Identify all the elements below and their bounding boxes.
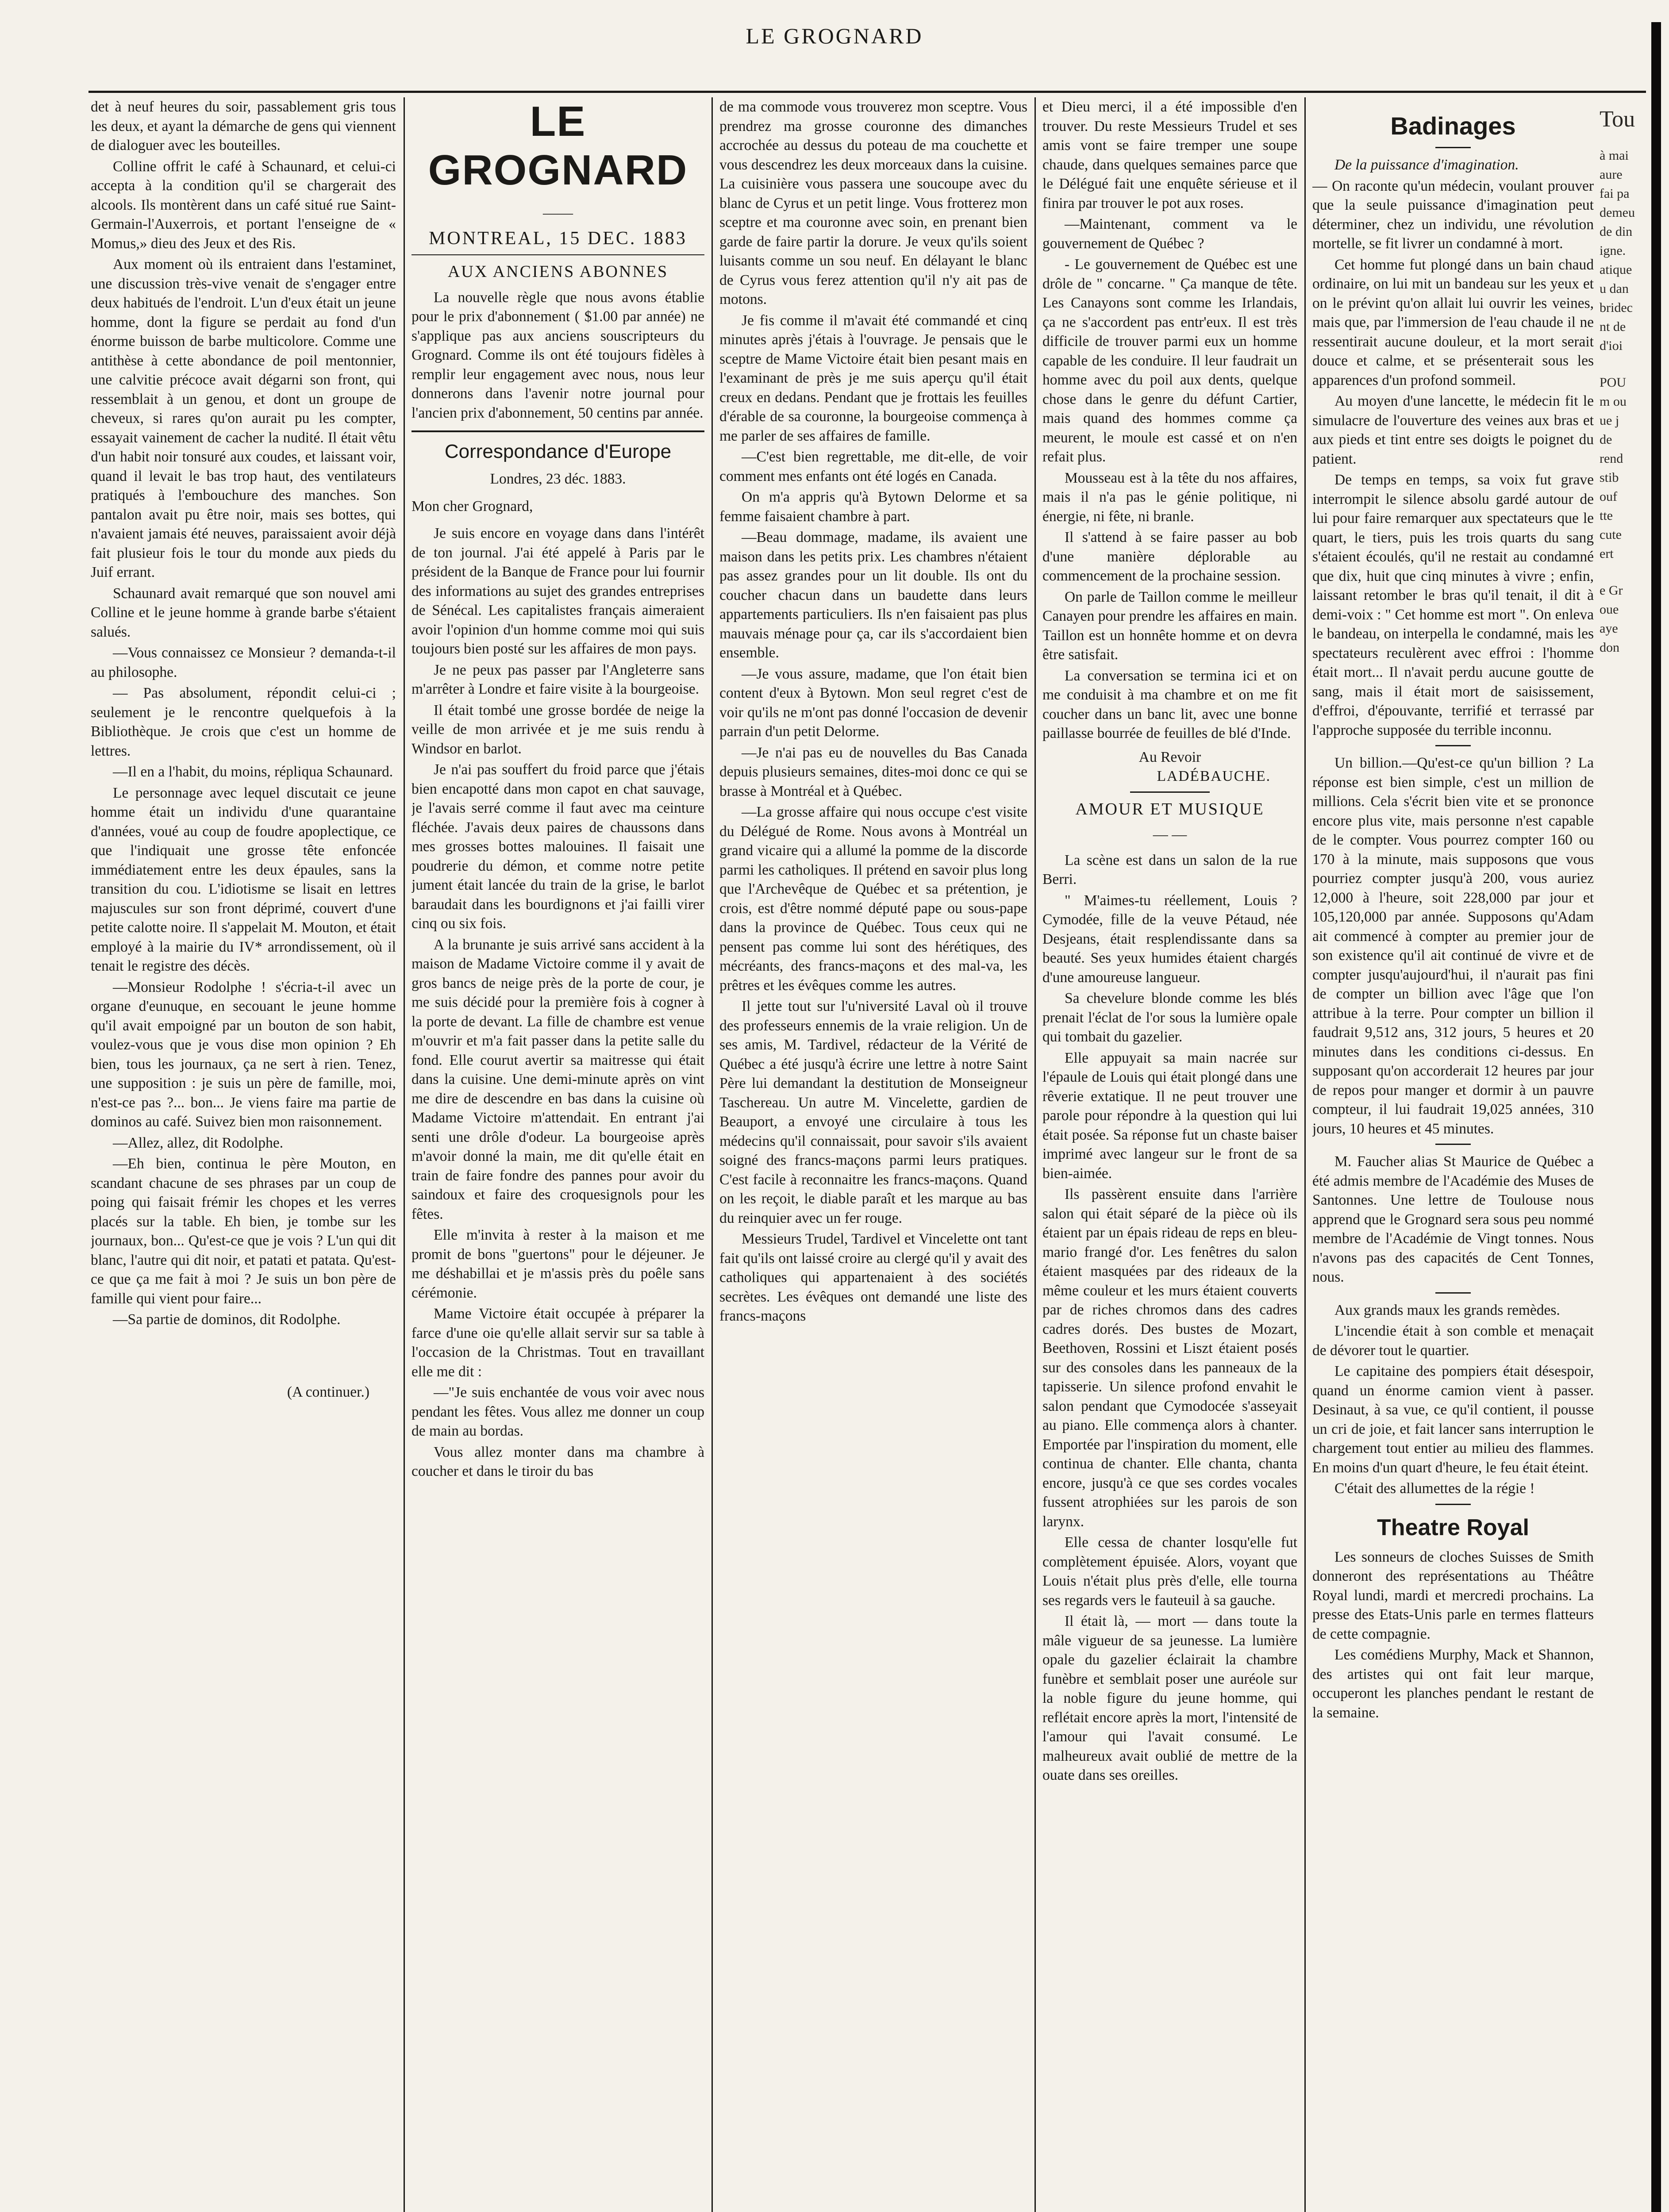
adjacent-page-title: Tou	[1600, 107, 1635, 132]
dateline: MONTREAL, 15 DEC. 1883	[429, 228, 687, 249]
paragraph: Il était là, — mort — dans toute la mâle vigueur de sa jeunesse. La lumière opale du gazelier éclairait la chambre funèbre et semblait poser une auréole sur la noble figure du jeune homme, qui reflétait encore après la mort, l'intensité de l'amour qui l'avait consumé. Le malheureux avait oublié de mettre de la ouate dans ses oreilles.	[1042, 1613, 1297, 1783]
paragraph: Schaunard avait remarqué que son nouvel ami Colline et le jeune homme à grande barbe s'étaient salués.	[91, 585, 396, 640]
signature: LADÉBAUCHE.	[1157, 768, 1271, 784]
paragraph: La conversation se termina ici et on me conduisit à ma chambre et on me fit coucher dans un banc lit, avec une bonne paillasse bourrée de feuilles de blé d'Inde.	[1042, 667, 1297, 741]
adjacent-line: tte	[1600, 508, 1613, 523]
paragraph: —Maintenant, comment va le gouvernement de Québec ?	[1042, 216, 1297, 252]
paragraph: Le capitaine des pompiers était désespoir, quand un énorme camion vient à passer. Desinaut, à sa vue, ce qu'il contient, il pousse un cri de joie, et fait lancer sans interruption le chargement tout entier au milieu des flammes. En moins d'un quart d'heure, le feu était éteint.	[1312, 1363, 1594, 1476]
paragraph: de ma commode vous trouverez mon sceptre. Vous prendrez ma grosse couronne des dimanches accrochée au dessus du poteau de ma couchette et vous descendrez les deux morceaux dans la cuisine. La cuisinière vous passera une soucoupe avec du blanc de Cyrus et un petit linge. Vous frotterez mon sceptre et ma couronne avec soin, en prenant bien garde de faire partir la dorure. Je veux qu'ils soient luisants comme un sou neuf. En délayant le blanc de Cyrus vous ferez attention qu'il n'y ait pas de motons.	[719, 99, 1027, 307]
paragraph: Vous allez monter dans ma chambre à coucher et dans le tiroir du bas	[411, 1444, 704, 1479]
paragraph: Ils passèrent ensuite dans l'arrière salon qui était séparé de la pièce où ils étaient par un épais rideau de reps en bleu-mario frangé d'or. Les fenêtres du salon étaient masquées par des rideaux de la même couleur et les murs étaient couverts par de riches chromos dans des cadres cadres dorés. Des bustes de Mozart, Beethoven, Rossini et Liszt étaient posés sur des consoles dans les panneaux de la tapisserie. Un silence profond envahit le salon pendant que Cymodocée s'asseyait au piano. Elle commença alors à chanter. Emportée par l'inspiration du moment, elle continua de chanter. Elle chanta, chanta encore, jusqu'à ce que ses cordes vocales fussent atrophiées sur les parois de son larynx.	[1042, 1186, 1297, 1530]
divider	[1435, 1292, 1471, 1294]
paragraph: Elle cessa de chanter losqu'elle fut complètement épuisée. Alors, voyant que Louis n'était plus près d'elle, elle tourna ses regards vers le fauteuil à sa gauche.	[1042, 1534, 1297, 1609]
adjacent-line: fai pa	[1600, 186, 1630, 201]
paragraph: Je suis encore en voyage dans dans l'intérêt de ton journal. J'ai été appelé à Paris par le président de la Banque de France pour lui fournir des informations au sujet des grandes entreprises de Sénécal. Les capitalistes français aimeraient avoir l'opinion d'un homme comme moi qui suis toujours bien posté sur les affaires de mon pays.	[411, 525, 704, 657]
column-rule-4	[1304, 97, 1306, 2212]
signoff: Au Revoir	[1138, 749, 1201, 765]
adjacent-line: don	[1600, 640, 1619, 655]
subhead: De la puissance d'imagination.	[1334, 157, 1519, 173]
section-heading: Correspondance d'Europe	[444, 441, 672, 462]
paragraph: Aux grands maux les grands remèdes.	[1334, 1302, 1560, 1318]
paragraph: On parle de Taillon comme le meilleur Canayen pour prendre les affaires en main. Taillon est un honnête homme et on devra être satisfait.	[1042, 588, 1297, 663]
adjacent-line: oue	[1600, 602, 1619, 617]
paragraph: —C'est bien regrettable, me dit-elle, de voir comment mes enfants ont été logés en Canada.	[719, 449, 1027, 484]
adjacent-line: rend	[1600, 451, 1623, 466]
adjacent-line: e Gr	[1600, 583, 1623, 598]
paragraph: —Je vous assure, madame, que l'on était bien content d'eux à Bytown. Mon seul regret c'est de voir qu'ils ne m'ont pas donné l'occasion de devenir parrain d'un petit Delorme.	[719, 665, 1027, 740]
adjacent-line: m ou	[1600, 394, 1627, 409]
column-3	[719, 97, 1027, 2212]
salutation: Mon cher Grognard,	[411, 498, 533, 515]
section-heading: AUX ANCIENS ABONNES	[447, 262, 669, 281]
paragraph: Je ne peux pas passer par l'Angleterre sans m'arrêter à Londre et faire visite à la bourgeoise.	[411, 661, 704, 697]
adjacent-line: POU	[1600, 375, 1627, 390]
adjacent-line: d'ioi	[1600, 338, 1623, 353]
page-binding-edge	[1651, 22, 1661, 2212]
adjacent-line: atique	[1600, 262, 1632, 277]
adjacent-line: stib	[1600, 470, 1619, 485]
column-rule-3	[1034, 97, 1036, 2212]
paragraph: —Vous connaissez ce Monsieur ? demanda-t-il au philosophe.	[91, 645, 396, 680]
paragraph: L'incendie était à son comble et menaçait de dévorer tout le quartier.	[1312, 1323, 1594, 1359]
running-head: LE GROGNARD	[746, 23, 923, 48]
paragraph: Je fis comme il m'avait été commandé et cinq minutes après j'étais à l'ouvrage. Je pensais que le sceptre de Mame Victoire était bien pesant mais en l'examinant de près je me suis aperçu qu'il était creux en dedans. Pendant que je frottais les feuilles d'érable de sa couronne, la bourgeoise commença à me parler de ses affaires de famille.	[719, 312, 1027, 444]
section-heading: Badinages	[1390, 112, 1516, 140]
masthead-dash: ——	[543, 205, 573, 221]
paragraph: — On raconte qu'un médecin, voulant prouver que la seule puissance d'imagination peut déterminer, chez un individu, une révolution mortelle, se fit livrer un condamné à mort.	[1312, 177, 1594, 252]
adjacent-line: aure	[1600, 167, 1623, 182]
paragraph: Les comédiens Murphy, Mack et Shannon, des artistes qui ont fait leur marque, occuperont les planches pendant le restant de la semaine.	[1312, 1647, 1594, 1721]
paragraph: Le personnage avec lequel discutait ce jeune homme était un individu d'une quarantaine d'années, voué au coup de foudre apoplectique, ce que l'indiquait une grosse tête enfoncée immédiatement entre les deux épaules, sans la transition du cou. L'idiotisme se lisait en lettres majuscules sur son front déprimé, couvert d'une petite calotte noire. Il s'appelait M. Mouton, et était employé à la mairie du IV* arrondissement, où il tenait le registre des décès.	[91, 784, 396, 974]
divider	[411, 430, 704, 432]
adjacent-line: u dan	[1600, 281, 1629, 296]
paragraph: Colline offrit le café à Schaunard, et celui-ci accepta à la condition qu'il se chargerait des alcools. Ils montèrent dans un café situé rue Saint-Germain-l'Auxerrois, et portant l'enseigne de « Momus,» dieu des Jeux et des Ris.	[91, 158, 396, 252]
divider	[1435, 745, 1471, 746]
divider	[411, 254, 704, 255]
paragraph: —Je n'ai pas eu de nouvelles du Bas Canada depuis plusieurs semaines, dites-moi donc ce qui se brasse à Montréal et à Québec.	[719, 744, 1027, 799]
paragraph: Sa chevelure blonde comme les blés prenait l'éclat de l'or sous la lumière opale qui tombait du gazelier.	[1042, 990, 1297, 1045]
continued-note: (A continuer.)	[287, 1383, 369, 1400]
column-rule-1	[404, 97, 405, 2212]
divider	[1435, 147, 1471, 148]
adjacent-line: igne.	[1600, 243, 1626, 258]
adjacent-line: ert	[1600, 546, 1614, 561]
paragraph: Je n'ai pas souffert du froid parce que j'étais bien encapotté dans mon capot en chat sauvage, je l'avais serré comme il faut avec ma ceinture fléchée. J'avais deux paires de chaussons dans mes grosses bottes malouines. Il faisait une poudrerie du démon, et comme notre petite jument était lancée du train de la grise, le barlot baraudait dans les bourdignons et j'ai failli virer cinq ou six fois.	[411, 761, 704, 932]
paragraph: —"Je suis enchantée de vous voir avec nous pendant les fêtes. Vous allez me donner un coup de main au bordas.	[411, 1384, 704, 1439]
letter-date: Londres, 23 déc. 1883.	[490, 471, 626, 487]
header-rule	[88, 91, 1646, 93]
adjacent-line: de din	[1600, 224, 1633, 239]
paragraph: Cet homme fut plongé dans un bain chaud ordinaire, on lui mit un bandeau sur les yeux et on le prévint qu'on allait lui ouvrir les veines, mais que, par l'immersion de l'eau chaude il ne ressentirait aucune douleur, et la mort serait douce et calme, et se présenterait sous les apparences d'un profond sommeil.	[1312, 256, 1594, 388]
adjacent-line: ouf	[1600, 489, 1617, 504]
adjacent-line: à mai	[1600, 148, 1629, 163]
section-heading: Theatre Royal	[1377, 1514, 1529, 1540]
section-heading: AMOUR ET MUSIQUE	[1075, 799, 1265, 818]
paragraph: Il s'attend à se faire passer au bob d'une manière déplorable au commencement de la prochaine session.	[1042, 529, 1297, 584]
paragraph: De temps en temps, sa voix fut grave interrompit le silence absolu gardé autour de lui pour faire remarquer aux spectateurs que le quart, le tiers, puis les trois quarts du sang s'étaient écoulés, qu'il ne restait au condamné que dix, huit que cinq minutes à vivre ; enfin, laissant retomber le bras qu'il tenait, il dit à demi-voix : " Cet homme est mort ". On enleva le bandeau, on interpella le condamné, mais les spectateurs reculèrent avec effroi : l'homme était mort... Il n'avait perdu aucune goutte de sang, mais il était mort de saisissement, d'effroi, d'épouvante, terrifié et terrassé par l'approche supposée du terrible inconnu.	[1312, 472, 1594, 738]
adjacent-line: cute	[1600, 527, 1622, 542]
paragraph: —Beau dommage, madame, ils avaient une maison dans les petits prix. Les chambres n'étaient pas assez grandes pour un lit double. Ils ont du coucher chacun dans un baudette dans leurs appartements particuliers. Ils n'en faisaient pas plus mauvais ménage pour ça, car ils s'accordaient bien ensemble.	[719, 529, 1027, 661]
paragraph: " M'aimes-tu réellement, Louis ? Cymodée, fille de la veuve Pétaud, née Desjeans, était resplendissante dans sa beauté. Ses yeux humides étaient chargés d'une amoureuse langueur.	[1042, 892, 1297, 986]
paragraph: Au moyen d'une lancette, le médecin fit le simulacre de l'ouverture des veines aux bras et aux pieds et tint entre ses doigts le poignet du patient.	[1312, 393, 1594, 467]
paragraph: — Pas absolument, répondit celui-ci ; seulement je le rencontre quelquefois à la Bibliothèque. Je crois que c'est un homme de lettres.	[91, 685, 396, 759]
paragraph: M. Faucher alias St Maurice de Québec a été admis membre de l'Académie des Muses de Santonnes. Une lettre de Toulouse nous apprend que le Grognard sera sous peu nommé membre de l'Académie de Vingt tonnes. Nous n'avons pas des capacités de Cent Tonnes, nous.	[1312, 1153, 1594, 1285]
adjacent-line: demeu	[1600, 205, 1635, 220]
adjacent-line: de	[1600, 432, 1612, 447]
paragraph: —Monsieur Rodolphe ! s'écria-t-il avec un organe d'eunuque, en secouant le jeune homme qu'il avait empoigné par un bouton de son habit, voulez-vous que je vous dise mon opinion ? Eh bien, tous les journaux, ça ne sert à rien. Tenez, une supposition : je suis un père de famille, moi, n'est-ce pas ?... bon... Je viens faire ma partie de dominos au café. Suivez bien mon raisonnement.	[91, 979, 396, 1130]
column-5	[1312, 97, 1594, 2212]
paragraph: —Eh bien, continua le père Mouton, en scandant chacune de ses phrases par un coup de poing qui faisait frémir les chopes et les verres placés sur la table. Eh bien, je tombe sur les journaux, bon... Qu'est-ce que je vois ? L'un qui dit blanc, l'autre qui dit noir, et patati et patata. Qu'est-ce que ça me fait à moi ? Je suis un bon père de famille qui vient pour faire...	[91, 1156, 396, 1307]
column-2	[411, 97, 704, 2212]
paragraph: Aux moment où ils entraient dans l'estaminet, une discussion très-vive venait de s'engager entre deux habitués de l'endroit. L'un d'eux était un jeune homme, dont la figure se perdait au fond d'un énorme buisson de barbe multicolore. Comme une antithèse à cette abondance de poil mentonnier, une calvitie précoce avait dégarni son front, qui ressemblait à un genou, et dont un groupe de cheveux, si rares qu'on aurait pu les compter, essayait vainement de cacher la nudité. Il était vêtu d'un habit noir tonsuré aux coudes, et laissant voir, quand il levait le bas trop haut, des ventilateurs pratiqués à l'embouchure des manches. Son pantalon avait pu être noir, mais ses bottes, qui n'avaient jamais été neuves, paraissaient avoir déjà fait plusieur fois le tour du monde aux pieds du Juif errant.	[91, 256, 396, 580]
paragraph: —Il en a l'habit, du moins, répliqua Schaunard.	[113, 764, 393, 780]
paragraph: Il jette tout sur l'u'niversité Laval où il trouve des professeurs ennemis de la vraie religion. Un de ses amis, M. Tardivel, rédacteur de la Vérité de Québec a été jusqu'à écrire une lettre à notre Saint Père lui demandant la destitution de Monseigneur Taschereau. Un autre M. Vincelette, gardien de Beauport, a envoyé une circulaire à tous les médecins qu'il connaissait, pour savoir s'ils avaient soigné des francs-maçons parmi leurs pratiques. C'est facile à reconnaitre les francs-maçons. Quand on les reçoit, le diable paraît et les marque au bas du reinquier avec un fer rouge.	[719, 998, 1027, 1226]
adjacent-line: ue j	[1600, 413, 1619, 428]
column-4	[1042, 97, 1297, 2212]
paragraph: Un billion.—Qu'est-ce qu'un billion ? La réponse est bien simple, c'est un million de millions. Cela s'écrit bien vite et se prononce encore plus vite, mais personne n'est capable de le compter. Vous pourrez compter 160 ou 170 à la minute, mais supposons que vous pourriez compter jusqu'à 200, vous auriez 12,000 à l'heure, soit 228,000 par jour et 105,120,000 par année. Supposons qu'Adam ait commencé à compter au premier jour de son existence qu'il ait continué de vivre et de compter jusqu'aujourd'hui, il n'aurait pas fini de compter un billion avec l'âge que l'on attribue à la terre. Pour compter un billion il faudrait 9,512 ans, 312 jours, 5 heures et 20 minutes dans les conditions ci-dessus. En supposant qu'on accorderait 12 heures par jour de repos pour manger et dormir à un pauvre compteur, il lui faudrait 19,025 années, 310 jours, 10 heures et 45 minutes.	[1312, 755, 1594, 1137]
heading-dash: — —	[1153, 826, 1187, 843]
adjacent-line: bridec	[1600, 300, 1633, 315]
paragraph: et Dieu merci, il a été impossible d'en trouver. Du reste Messieurs Trudel et ses amis vont se faire tremper une soupe chaude, dans quelques semaines parce que le Délégué fait une enquête sérieuse et il finira par trouver le pot aux roses.	[1042, 99, 1297, 211]
paragraph: Il était tombé une grosse bordée de neige la veille de mon arrivée et je me suis rendu à Windsor en barlot.	[411, 702, 704, 757]
divider	[1435, 1144, 1471, 1145]
paragraph: A la brunante je suis arrivé sans accident à la maison de Madame Victoire comme il y avait de gros bancs de neige près de la porte de cour, je me suis décidé pour la première fois à cogner à la porte de devant. La fille de chambre est venue m'ouvrir et m'a fait passer dans la petite salle du fond. Elle courut avertir sa maitresse qui était dans la cuisine. Une demi-minute après on vint me dire de descendre en bas dans la cuisine où Madame Victoire m'attendait. En entrant j'ai senti une drôle d'odeur. La bourgeoise après m'avoir donné la main, me dit qu'elle était en train de faire fondre des pannes pour avoir du saindoux et faire des croquesignols pour les fêtes.	[411, 936, 704, 1222]
paragraph: Mame Victoire était occupée à préparer la farce d'une oie qu'elle allait servir sur sa table à l'occasion de la Christmas. Tout en travaillant elle me dit :	[411, 1306, 704, 1380]
divider	[1435, 1504, 1471, 1505]
paragraph: Les sonneurs de cloches Suisses de Smith donneront des représentations au Théâtre Royal lundi, mardi et mercredi prochains. La presse des Etats-Unis parle en termes flatteurs de cette compagnie.	[1312, 1548, 1594, 1642]
paragraph: Elle appuyait sa main nacrée sur l'épaule de Louis qui était plongé dans une rêverie extatique. Il ne peut trouver une parole pour répondre à la question qui lui était posée. Sa réponse fut un chaste baiser imprimé avec langeur sur le front de sa bien-aimée.	[1042, 1049, 1297, 1182]
paragraph: La nouvelle règle que nous avons établie pour le prix d'abonnement ( $1.00 par année) ne s'applique pas aux anciens souscripteurs du Grognard. Comme ils ont été toujours fidèles à remplir leur engagement avec nous, nous leur donnerons dans l'avenir notre journal pour l'ancien prix d'abonnement, 50 centins par année.	[411, 289, 704, 421]
paragraph: C'était des allumettes de la régie !	[1334, 1480, 1535, 1497]
paragraph: - Le gouvernement de Québec est une drôle de " concarne. " Ça manque de tête. Les Canayons sont comme les Irlandais, ça ne s'accordent pas entr'eux. Il est très difficile de trouver parmi eux un homme capable de les conduire. Il leur faudrait un homme avec du poil aux dents, quelque chose dans le genre du défunt Cartier, mais quand des hommes comme ça meurent, le moule est cassé et on n'en refait plus.	[1042, 256, 1297, 465]
adjacent-page-edge	[1600, 97, 1648, 2212]
masthead-title: LE GROGNARD	[428, 98, 688, 194]
paragraph: La scène est dans un salon de la rue Berri.	[1042, 852, 1297, 887]
column-rule-2	[711, 97, 713, 2212]
paragraph: Elle m'invita à rester à la maison et me promit de bons "guertons" pour le déjeuner. Je me déshabillai et je m'assis près du poêle sans cérémonie.	[411, 1227, 704, 1301]
adjacent-line: nt de	[1600, 319, 1626, 334]
adjacent-line: aye	[1600, 621, 1618, 636]
column-1	[91, 97, 396, 2212]
divider	[1130, 791, 1210, 793]
paragraph: —Allez, allez, dit Rodolphe.	[113, 1134, 284, 1151]
paragraph: det à neuf heures du soir, passablement gris tous les deux, et ayant la démarche de gens qui viennent de dialoguer avec les bouteilles.	[91, 99, 396, 154]
paragraph: —La grosse affaire qui nous occupe c'est visite du Délégué de Rome. Nous avons à Montréal un grand vicaire qui a allumé la pomme de la discorde parmi les catholiques. Il prétend en savoir plus long que l'Archevêque de Québec et sa prétention, je crois, est d'être nommé député pape ou sous-pape dans la province de Québec. Tous ceux qui ne pensent pas comme lui sont des hérétiques, des mécréants, des francs-maçons et des mal-va, les prêtres et les évêques comme les autres.	[719, 804, 1027, 994]
paragraph: Mousseau est à la tête du nos affaires, mais il n'a pas le génie politique, ni énergie, ni fête, ni branle.	[1042, 469, 1297, 525]
paragraph: —Sa partie de dominos, dit Rodolphe.	[113, 1311, 341, 1328]
paragraph: On m'a appris qu'à Bytown Delorme et sa femme faisaient chambre à part.	[719, 489, 1027, 525]
paragraph: Messieurs Trudel, Tardivel et Vincelette ont tant fait qu'ils ont laissé croire au clergé qu'il y avait des catholiques qui appartenaient à des sociétés secrètes. Les évêques ont demandé une liste des francs-maçons	[719, 1231, 1027, 1324]
